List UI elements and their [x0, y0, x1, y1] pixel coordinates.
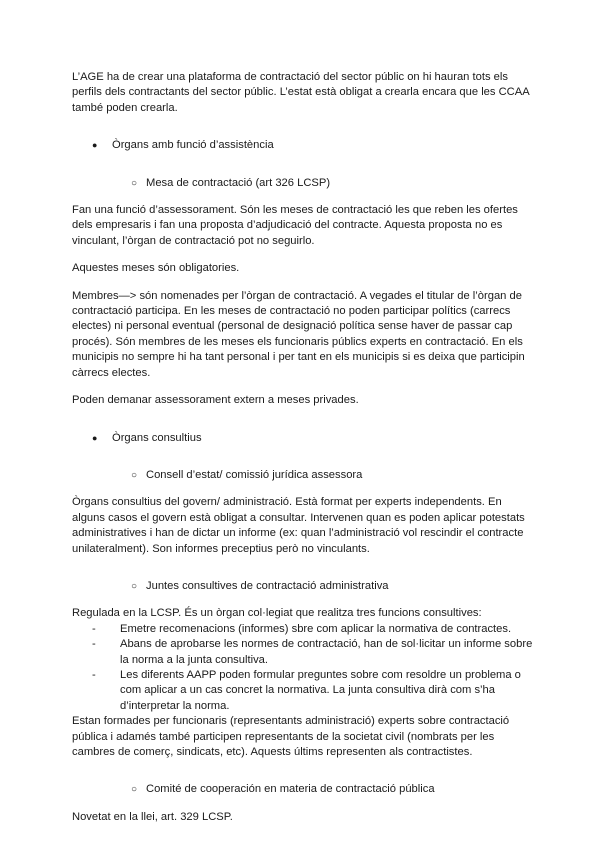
dash-list: [72, 622, 534, 714]
paragraph-membres: Membres—> són nomenades per l’òrgan de contractació. A vegades el titular de l’òrgan de contractació participa. En les meses de contractació no poden participar polítics (carrecs electes) ni personal eventual (personal de designació política sense haver de passar cap procés). Són membres de les meses els funcionaris públics experts en contractació. En els municipis no sempre hi ha tant personal i per tant en els municipis si es deixa que participin càrrecs electes.: [72, 289, 525, 379]
paragraph-regulada: Regulada en la LCSP. És un òrgan col·legiat que realitza tres funcions consultives:: [72, 607, 482, 620]
bullet-dot-icon: ●: [92, 140, 98, 151]
subbullet-item-consell: [72, 468, 534, 483]
bullet-dot-icon: ●: [92, 432, 98, 443]
document-page: [72, 70, 534, 825]
subbullet-item-comite: [72, 782, 534, 797]
bullet-item-assistencia: [72, 138, 534, 153]
list-item: - Abans de aprobarse les normes de contractació, han de sol·licitar un informe sobre la norma a la junta consultiva.: [72, 637, 534, 668]
paragraph-formades: Estan formades per funcionaris (representants administració) experts sobre contractació pública i adamés també participen representants de la societat civil (nombrats per les cambres de comerç, sindicats, etc). Aquests últims representen als contractistes.: [72, 715, 510, 758]
subbullet-item-mesa: [72, 176, 534, 191]
paragraph-obligatories: Aquestes meses són obligatories.: [72, 262, 240, 275]
subbullet-label: Juntes consultives de contractació administrativa: [146, 579, 389, 592]
paragraph-assessorament-extern: Poden demanar assessorament extern a meses privades.: [72, 394, 359, 407]
paragraph-novetat: Novetat en la llei, art. 329 LCSP.: [72, 810, 233, 823]
dash-marker: -: [92, 638, 96, 651]
subbullet-item-juntes: [72, 579, 534, 594]
subbullet-label: Consell d’estat/ comissió jurídica assessora: [146, 468, 363, 481]
list-item: - Les diferents AAPP poden formular preguntes sobre com resoldre un problema o com aplicar a un cas concret la normativa. La junta consultiva dirà com s’ha d’interpretar la norma.: [72, 668, 534, 714]
circle-bullet-icon: ○: [131, 784, 138, 796]
paragraph-organs-consultius: Òrgans consultius del govern/ administració. Està format per experts independents. En alguns casos el govern està obligat a consultar. Intervenen quan es poden aplicar potestats administratives i han de dictar un informe (ex: quan l’administració vol rescindir el contracte unilateralment). Son informes preceptius però no vinculants.: [72, 496, 525, 555]
subbullet-label: Comité de cooperación en materia de contractació pública: [146, 783, 435, 796]
bullet-item-consultius: [72, 431, 534, 446]
paragraph-assessorament: Fan una funció d’assessorament. Són les meses de contractació les que reben les ofertes dels empresaris i fan una proposta d’adjudicació del contracte. Aquesta proposta no es vinculant, l’òrgan de contractació pot no seguirlo.: [72, 204, 518, 247]
list-item: - Emetre recomenacions (informes) sbre com aplicar la normativa de contractes.: [72, 622, 534, 637]
circle-bullet-icon: ○: [131, 580, 138, 592]
dash-marker: -: [92, 668, 96, 681]
paragraph-intro: L’AGE ha de crear una plataforma de contractació del sector públic on hi hauran tots els perfils dels contractants del sector públic. L’estat està obligat a crearla encara que les CCAA també poden crearla.: [72, 71, 530, 114]
circle-bullet-icon: ○: [131, 469, 138, 481]
bullet-label: Òrgans consultius: [112, 431, 202, 444]
dash-marker: -: [92, 622, 96, 635]
circle-bullet-icon: ○: [131, 177, 138, 189]
bullet-label: Òrgans amb funció d’assistència: [112, 139, 274, 152]
subbullet-label: Mesa de contractació (art 326 LCSP): [146, 176, 331, 189]
